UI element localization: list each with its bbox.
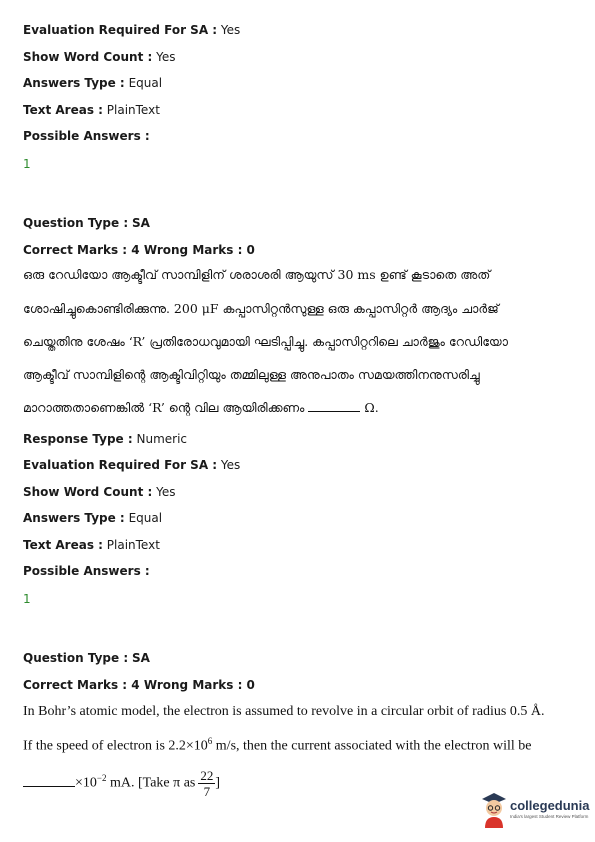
logo-name: collegedunia: [510, 798, 590, 813]
fraction-numerator: 22: [200, 768, 214, 783]
text-areas-row: [23, 103, 160, 117]
possible-answer-value: 1: [23, 157, 31, 171]
response-type-label: Response Type :: [23, 432, 133, 446]
marks-text: Correct Marks : 4 Wrong Marks : 0: [23, 678, 255, 692]
marks-row: [23, 678, 255, 692]
question-type-value: SA: [131, 216, 150, 230]
pi-fraction: [198, 768, 215, 799]
possible-answers-row: [23, 129, 150, 143]
question-text-line-3: ചെയ്തതിനു ശേഷം ‘R’ പ്രതിരോധവുമായി ഘടിപ്പിച്ചു. കപ്പാസിറ്ററിലെ ചാർജും റേഡിയോ: [23, 334, 508, 349]
fraction-denominator: 7: [203, 784, 211, 799]
logo-tagline: India's largest Student Review Platform: [510, 814, 589, 819]
marks-text: Correct Marks : 4 Wrong Marks : 0: [23, 243, 255, 257]
question-type-label: Question Type :: [23, 216, 129, 230]
answers-type-value: Equal: [128, 76, 163, 90]
question-type-label: Question Type :: [23, 651, 129, 665]
answers-type-row: [23, 511, 162, 525]
line2-exponent: 6: [207, 736, 213, 746]
eval-required-value: Yes: [220, 458, 241, 472]
response-type-row: [23, 432, 187, 446]
question-type-row: [23, 651, 150, 665]
text-areas-label: Text Areas :: [23, 538, 103, 552]
response-type-value: Numeric: [136, 432, 188, 446]
question-text-line-1: ഒരു റേഡിയോ ആക്ടീവ് സാമ്പിളിന് ശരാശരി ആയുസ് 30 ms ഉണ്ട് കൂടാതെ അത്: [23, 267, 491, 282]
word-count-value: Yes: [156, 485, 176, 499]
text-areas-value: PlainText: [106, 103, 160, 117]
question-text-line-2: ശോഷിച്ചുകൊണ്ടിരിക്കുന്നു. 200 μF കപ്പാസിറ്റൻസുള്ള ഒരു കപ്പാസിറ്റർ ആദ്യം ചാർജ്: [23, 301, 499, 316]
word-count-label: Show Word Count :: [23, 50, 153, 64]
answers-type-label: Answers Type :: [23, 511, 125, 525]
collegedunia-logo: [480, 792, 592, 832]
line3-text: mA. [Take π as: [106, 775, 196, 791]
question-type-value: SA: [131, 651, 150, 665]
word-count-value: Yes: [156, 50, 176, 64]
eval-required-label: Evaluation Required For SA :: [23, 23, 218, 37]
close-bracket: ]: [215, 775, 221, 791]
text-areas-label: Text Areas :: [23, 103, 103, 117]
possible-answers-row: [23, 564, 150, 578]
word-count-row: [23, 485, 175, 499]
question-text-line-5-text: മാറാത്തതാണെങ്കിൽ ‘R’ ന്റെ വില ആയിരിക്കണം: [23, 400, 305, 415]
question-type-row: [23, 216, 150, 230]
answer-blank: [23, 776, 75, 787]
word-count-row: [23, 50, 175, 64]
answer-blank: [308, 401, 360, 412]
question-text-line-1: In Bohr’s atomic model, the electron is assumed to revolve in a circular orbit of radius 0.5 Å.: [23, 704, 545, 719]
student-mascot-icon: [480, 792, 508, 828]
text-areas-row: [23, 538, 160, 552]
line2-text-end: m/s, then the current associated with the electron will be: [212, 738, 532, 754]
answers-type-value: Equal: [128, 511, 163, 525]
eval-required-row: [23, 23, 240, 37]
question-text-line-2: [23, 732, 531, 756]
unit-symbol: Ω.: [364, 400, 379, 415]
question-text-line-5: [23, 400, 379, 416]
possible-answers-label: Possible Answers :: [23, 564, 150, 578]
line3-exponent: −2: [96, 773, 107, 784]
line2-text: If the speed of electron is 2.2×10: [23, 738, 208, 754]
eval-required-row: [23, 458, 240, 472]
possible-answer-value: 1: [23, 592, 31, 606]
answers-type-label: Answers Type :: [23, 76, 125, 90]
text-areas-value: PlainText: [106, 538, 160, 552]
answers-type-row: [23, 76, 162, 90]
eval-required-label: Evaluation Required For SA :: [23, 458, 218, 472]
question-text-line-3: [23, 768, 220, 799]
line3-multiplier: ×10: [75, 775, 97, 791]
word-count-label: Show Word Count :: [23, 485, 153, 499]
eval-required-value: Yes: [220, 23, 241, 37]
question-text-line-4: ആക്ടീവ് സാമ്പിളിന്റെ ആക്ടിവിറ്റിയും തമ്മിലുള്ള അനുപാതം സമയത്തിനനുസരിച്ചു: [23, 367, 480, 382]
marks-row: [23, 243, 255, 257]
possible-answers-label: Possible Answers :: [23, 129, 150, 143]
